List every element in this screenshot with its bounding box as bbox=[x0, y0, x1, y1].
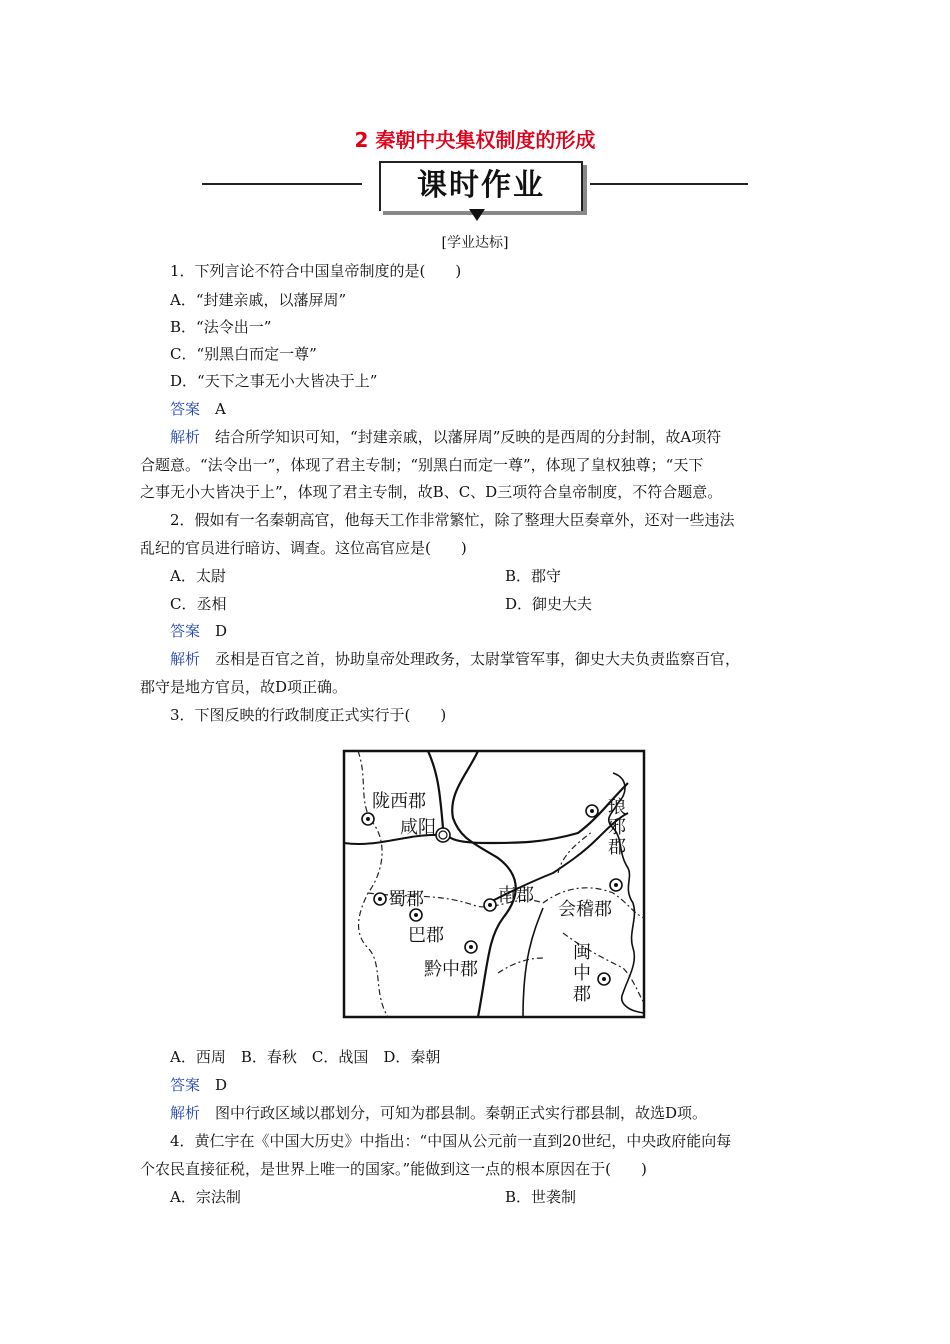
q4-stem-line-2: 个农民直接征税，是世界上唯一的国家。”能做到这一点的根本原因在于( ) bbox=[140, 1160, 647, 1178]
q1-analysis-line-3: 之事无小大皆决于上”，体现了君主专制，故B、C、D三项符合皇帝制度，不符合题意。 bbox=[140, 483, 723, 501]
label-shu: 蜀郡 bbox=[388, 889, 424, 910]
marker-nan bbox=[484, 899, 496, 911]
marker-shu bbox=[374, 893, 386, 905]
section-heading: [学业达标] bbox=[441, 235, 509, 251]
label-qianzhong: 黔中郡 bbox=[424, 959, 478, 980]
answer-value: D bbox=[215, 1076, 228, 1094]
banner-label: 课时作业 bbox=[379, 161, 583, 211]
q1-analysis-line-1 bbox=[170, 426, 721, 447]
q2-option-c: C．丞相 bbox=[170, 595, 227, 613]
q1-analysis-line-2: 合题意。“法令出一”，体现了君主专制；“别黑白而定一尊”，体现了皇权独尊；“天下 bbox=[140, 456, 704, 474]
q4-option-b: B．世袭制 bbox=[505, 1188, 577, 1206]
q4-option-a: A．宗法制 bbox=[170, 1188, 241, 1206]
q1-option-a: A．“封建亲戚，以藩屏周” bbox=[170, 291, 347, 309]
analysis-label: 解析 bbox=[170, 1104, 201, 1122]
qin-commandery-map bbox=[328, 733, 660, 1035]
analysis-label: 解析 bbox=[170, 650, 201, 668]
answer-label: 答案 bbox=[170, 400, 201, 418]
q2-option-a: A．太尉 bbox=[170, 567, 226, 585]
label-ba: 巴郡 bbox=[408, 925, 444, 946]
label-langya-3: 郡 bbox=[608, 837, 626, 858]
label-min-2: 中 bbox=[573, 963, 591, 984]
banner-rule-right bbox=[590, 183, 748, 185]
q3-stem: 3．下图反映的行政制度正式实行于( ) bbox=[170, 706, 447, 724]
analysis-label: 解析 bbox=[170, 428, 201, 446]
label-min-3: 郡 bbox=[573, 984, 591, 1005]
analysis-text: 图中行政区域以郡划分，可知为郡县制。秦朝正式实行郡县制，故选D项。 bbox=[215, 1104, 708, 1122]
answer-value: A bbox=[215, 400, 226, 418]
label-kuaiji: 会稽郡 bbox=[558, 899, 612, 920]
label-min-1: 闽 bbox=[573, 942, 591, 963]
marker-kuaiji bbox=[610, 879, 622, 891]
page-title: 2 秦朝中央集权制度的形成 bbox=[354, 128, 596, 152]
q2-analysis-line-2: 郡守是地方官员，故D项正确。 bbox=[140, 678, 348, 696]
q4-stem-line-1: 4．黄仁宇在《中国大历史》中指出：“中国从公元前一直到20世纪，中央政府能向每 bbox=[170, 1132, 732, 1150]
q1-answer bbox=[170, 398, 226, 419]
label-nan: 南郡 bbox=[498, 885, 534, 906]
label-xianyang: 咸阳 bbox=[400, 817, 436, 838]
q2-option-d: D．御史大夫 bbox=[505, 595, 593, 613]
answer-label: 答案 bbox=[170, 1076, 201, 1094]
analysis-text: 结合所学知识可知，“封建亲戚，以藩屏周”反映的是西周的分封制，故A项符 bbox=[215, 428, 722, 446]
q2-stem-line-2: 乱纪的官员进行暗访、调查。这位高官应是( ) bbox=[140, 539, 467, 557]
banner-rule-left bbox=[202, 183, 362, 185]
q1-option-d: D．“天下之事无小大皆决于上” bbox=[170, 372, 378, 390]
banner-arrow-icon bbox=[469, 209, 485, 221]
analysis-text: 丞相是百官之首，协助皇帝处理政务，太尉掌管军事，御史大夫负责监察百官， bbox=[215, 650, 741, 668]
q2-option-b: B．郡守 bbox=[505, 567, 562, 585]
answer-label: 答案 bbox=[170, 622, 201, 640]
marker-minzhong bbox=[598, 973, 610, 985]
q1-option-c: C．“别黑白而定一尊” bbox=[170, 345, 317, 363]
q2-answer bbox=[170, 620, 227, 641]
q1-option-b: B．“法令出一” bbox=[170, 318, 272, 336]
label-langya-2: 邪 bbox=[608, 817, 626, 838]
q1-stem: 1．下列言论不符合中国皇帝制度的是( ) bbox=[170, 262, 462, 280]
q3-answer bbox=[170, 1074, 227, 1095]
marker-longxi bbox=[362, 813, 374, 825]
q3-options: A．西周 B．春秋 C．战国 D．秦朝 bbox=[170, 1048, 441, 1066]
q2-stem-line-1: 2．假如有一名秦朝高官，他每天工作非常繁忙，除了整理大臣奏章外，还对一些违法 bbox=[170, 511, 735, 529]
marker-qianzhong bbox=[465, 941, 477, 953]
q2-analysis-line-1 bbox=[170, 648, 740, 669]
marker-xianyang bbox=[436, 828, 450, 842]
marker-ba bbox=[410, 909, 422, 921]
answer-value: D bbox=[215, 622, 228, 640]
label-langya-1: 琅 bbox=[608, 797, 626, 818]
marker-langya bbox=[586, 805, 598, 817]
label-longxi: 陇西郡 bbox=[372, 791, 426, 812]
q3-analysis bbox=[170, 1102, 707, 1123]
